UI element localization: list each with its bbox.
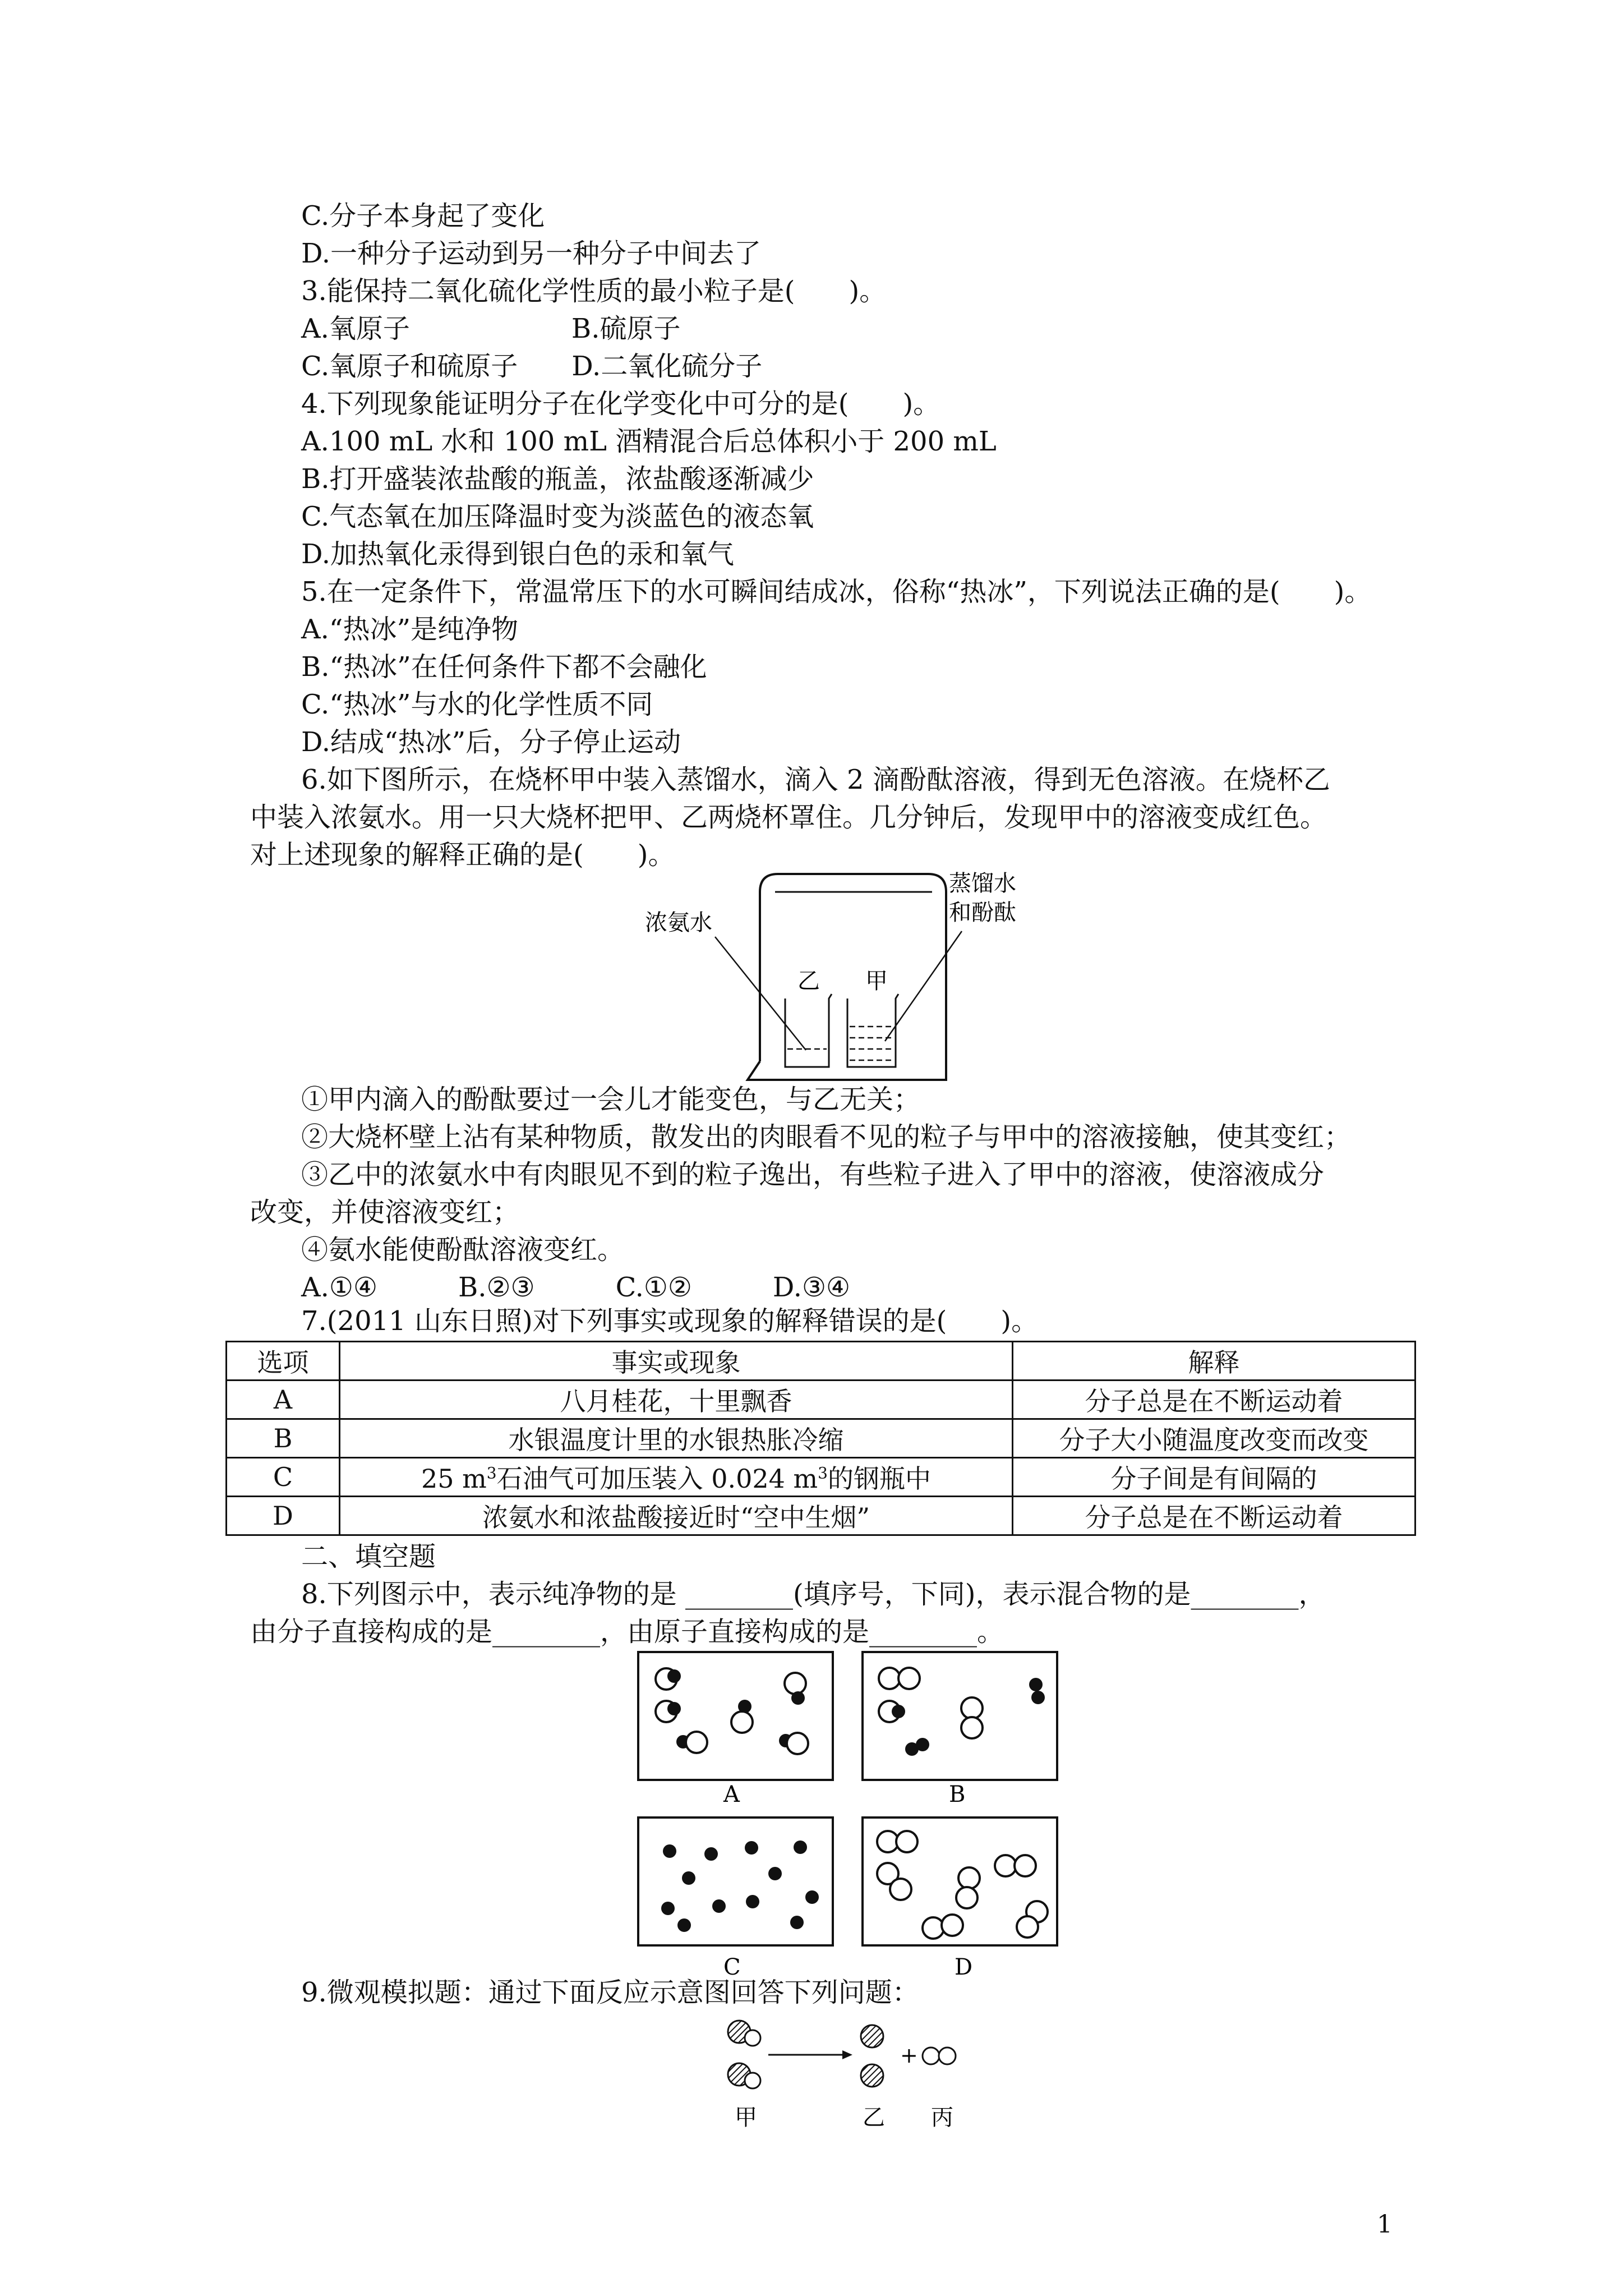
q3-options-ab: A.氧原子 B.硫原子 bbox=[301, 313, 681, 344]
cell-option: A bbox=[227, 1381, 340, 1419]
beaker-yi bbox=[785, 994, 832, 1067]
table-header-row bbox=[227, 1342, 1415, 1381]
q6-statement-4: ④氨水能使酚酞溶液变红。 bbox=[301, 1234, 625, 1266]
q3-stem: 3.能保持二氧化硫化学性质的最小粒子是( )。 bbox=[301, 275, 887, 307]
cell-explanation: 分子大小随温度改变而改变 bbox=[1013, 1419, 1415, 1458]
label-ammonia: 浓氨水 bbox=[645, 910, 712, 936]
q2-option-c: C.分子本身起了变化 bbox=[301, 200, 545, 232]
q6-statement-3b: 改变，并使溶液变红； bbox=[250, 1197, 520, 1228]
box-d-label: D bbox=[955, 1954, 973, 1980]
table-row bbox=[227, 1381, 1415, 1419]
q7-stem: 7.(2011 山东日照)对下列事实或现象的解释错误的是( )。 bbox=[301, 1305, 1039, 1337]
q7-table bbox=[225, 1341, 1416, 1536]
cell-fact: 水银温度计里的水银热胀冷缩 bbox=[340, 1419, 1013, 1458]
cell-explanation: 分子总是在不断运动着 bbox=[1013, 1381, 1415, 1419]
q6-stem-line1: 6.如下图所示，在烧杯甲中装入蒸馏水，滴入 2 滴酚酞溶液，得到无色溶液。在烧杯乙 bbox=[301, 764, 1330, 795]
table-row bbox=[227, 1458, 1415, 1497]
label-distilled-water: 蒸馏水 bbox=[949, 871, 1016, 896]
q4-option-d: D.加热氧化汞得到银白色的汞和氧气 bbox=[301, 539, 735, 570]
q5-option-d: D.结成“热冰”后，分子停止运动 bbox=[301, 726, 681, 758]
cell-fact: 25 $m^3$石油气可加压装入 0.024 $m^3$的钢瓶中 bbox=[340, 1458, 1013, 1497]
section-fill-in-blanks: 二、填空题 bbox=[301, 1541, 436, 1572]
q4-option-b: B.打开盛装浓盐酸的瓶盖，浓盐酸逐渐减少 bbox=[301, 463, 814, 495]
table-row bbox=[227, 1419, 1415, 1458]
q5-option-a: A.“热冰”是纯净物 bbox=[301, 614, 519, 645]
label-yi: 乙 bbox=[797, 968, 820, 994]
q6-stem-line2: 中装入浓氨水。用一只大烧杯把甲、乙两烧杯罩住。几分钟后，发现甲中的溶液变成红色。 bbox=[250, 802, 1327, 833]
box-b bbox=[863, 1652, 1057, 1780]
box-b-label: B bbox=[949, 1782, 966, 1807]
reactant-jia bbox=[728, 2021, 760, 2088]
q6-statement-2: ②大烧杯壁上沾有某种物质，散发出的肉眼看不见的粒子与甲中的溶液接触，使其变红； bbox=[301, 1121, 1352, 1153]
cell-option: D bbox=[227, 1497, 340, 1535]
q4-option-c: C.气态氧在加压降温时变为淡蓝色的液态氧 bbox=[301, 501, 814, 532]
table-row bbox=[227, 1497, 1415, 1535]
q8-stem-line2: 由分子直接构成的是________，由原子直接构成的是________。 bbox=[250, 1616, 1004, 1648]
label-phenolphthalein: 和酚酞 bbox=[949, 900, 1016, 926]
q3-options-cd: C.氧原子和硫原子 D.二氧化硫分子 bbox=[301, 351, 763, 382]
box-c-label: C bbox=[723, 1954, 741, 1980]
header-explanation: 解释 bbox=[1013, 1342, 1415, 1381]
beaker-jia bbox=[847, 994, 898, 1067]
label-bing: 丙 bbox=[931, 2105, 953, 2131]
label-jia: 甲 bbox=[865, 968, 888, 994]
box-a bbox=[638, 1652, 833, 1780]
product-bing bbox=[923, 2047, 956, 2064]
plus-sign: + bbox=[900, 2043, 918, 2068]
q6-stem-line3: 对上述现象的解释正确的是( )。 bbox=[250, 839, 675, 871]
cell-explanation: 分子总是在不断运动着 bbox=[1013, 1497, 1415, 1535]
q6-statement-3a: ③乙中的浓氨水中有肉眼见不到的粒子逸出，有些粒子进入了甲中的溶液，使溶液成分 bbox=[301, 1159, 1325, 1190]
q6-options: A.①④ B.②③ C.①② D.③④ bbox=[301, 1272, 851, 1303]
box-c bbox=[638, 1818, 833, 1945]
q8-stem-line1: 8.下列图示中，表示纯净物的是 ________(填序号，下同)，表示混合物的是________， bbox=[301, 1579, 1326, 1610]
header-fact: 事实或现象 bbox=[340, 1342, 1013, 1381]
q6-statement-1: ①甲内滴入的酚酞要过一会儿才能变色，与乙无关； bbox=[301, 1084, 921, 1115]
reaction-diagram bbox=[718, 2005, 976, 2140]
box-d bbox=[863, 1818, 1057, 1945]
particle-boxes-figure bbox=[628, 1644, 1077, 1980]
product-yi bbox=[861, 2025, 883, 2087]
cell-fact: 浓氨水和浓盐酸接近时“空中生烟” bbox=[340, 1497, 1013, 1535]
header-option: 选项 bbox=[227, 1342, 340, 1381]
cell-explanation: 分子间是有间隔的 bbox=[1013, 1458, 1415, 1497]
label-jia: 甲 bbox=[735, 2105, 757, 2131]
q5-option-c: C.“热冰”与水的化学性质不同 bbox=[301, 689, 653, 720]
cell-fact: 八月桂花，十里飘香 bbox=[340, 1381, 1013, 1419]
page-number: 1 bbox=[1377, 2210, 1393, 2239]
q4-stem: 4.下列现象能证明分子在化学变化中可分的是( )。 bbox=[301, 388, 940, 420]
q9-stem: 9.微观模拟题：通过下面反应示意图回答下列问题： bbox=[301, 1977, 919, 2008]
q2-option-d: D.一种分子运动到另一种分子中间去了 bbox=[301, 238, 762, 269]
q5-stem: 5.在一定条件下，常温常压下的水可瞬间结成冰，俗称“热冰”，下列说法正确的是( )。 bbox=[301, 576, 1372, 608]
box-a-label: A bbox=[723, 1782, 740, 1807]
label-yi: 乙 bbox=[863, 2105, 885, 2131]
q4-option-a: A.100 mL 水和 100 mL 酒精混合后总体积小于 200 mL bbox=[301, 426, 997, 457]
cell-option: C bbox=[227, 1458, 340, 1497]
beaker-figure bbox=[645, 864, 1038, 1088]
q5-option-b: B.“热冰”在任何条件下都不会融化 bbox=[301, 651, 707, 683]
cell-option: B bbox=[227, 1419, 340, 1458]
